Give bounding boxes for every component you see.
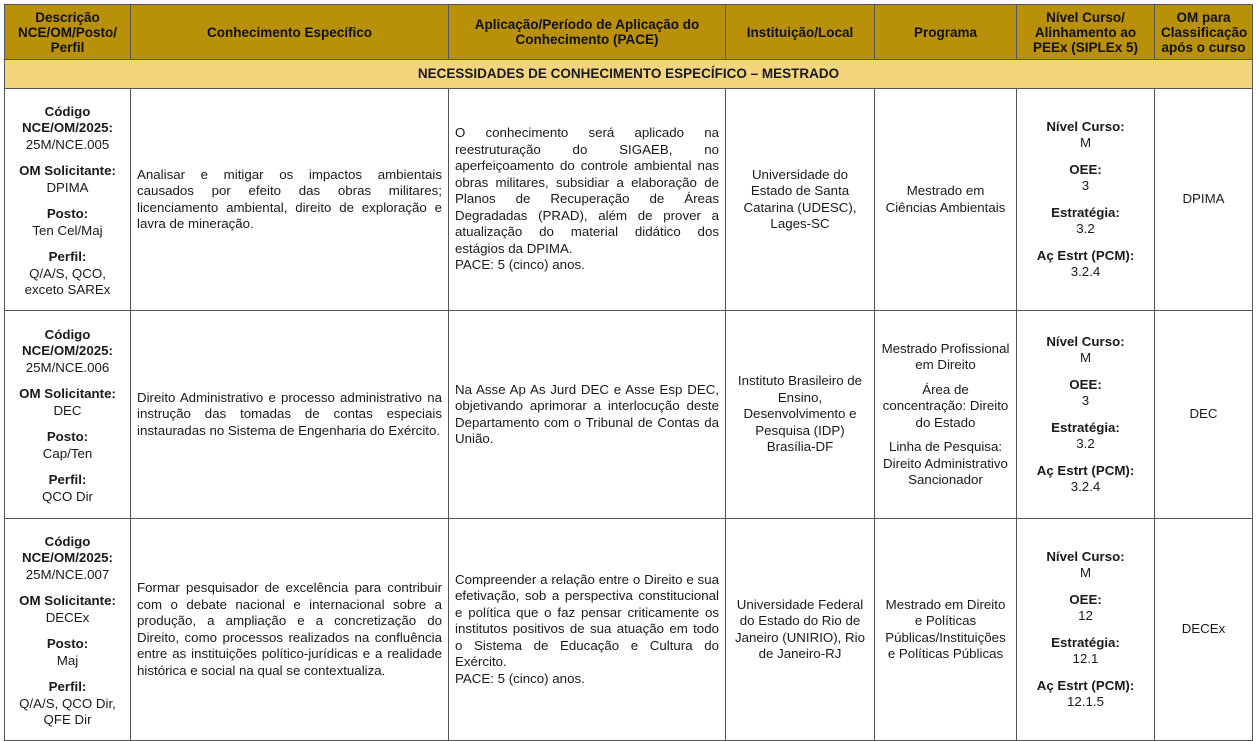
posto-label: Posto: (46, 206, 89, 221)
oee-label: OEE: (1069, 376, 1102, 392)
oee-value: 3 (1081, 393, 1090, 408)
nivel-curso-value: M (1079, 135, 1092, 150)
om-classificacao-cell: DECEx (1155, 519, 1253, 741)
table-row (5, 89, 1253, 311)
codigo-value: 25M/NCE.006 (25, 359, 110, 375)
estrategia-value: 3.2 (1076, 221, 1095, 236)
aplicacao-cell (449, 311, 726, 519)
programa-line: Linha de Pesquisa: Direito Administrativo Sancionador (883, 439, 1008, 487)
programa-line: Mestrado Profissional em Direito (881, 340, 1010, 372)
table-row (5, 519, 1253, 741)
header-om-classificacao: OM para Classificação após o curso (1155, 5, 1253, 60)
posto-label: Posto: (46, 429, 89, 445)
estrategia-label: Estratégia: (1051, 204, 1120, 220)
header-aplicacao: Aplicação/Período de Aplicação do Conhecimento (PACE) (449, 5, 726, 60)
oee-label: OEE: (1069, 591, 1102, 607)
header-row (5, 5, 1253, 60)
nivel-curso-label: Nível Curso: (1046, 548, 1125, 564)
descricao-cell (5, 519, 131, 741)
nivel-curso-label: Nível Curso: (1046, 118, 1125, 134)
aplicacao-cell (449, 519, 726, 741)
header-conhecimento: Conhecimento Específico (131, 5, 449, 60)
nce-table (4, 4, 1253, 741)
ac-estrt-value: 12.1.5 (1067, 694, 1104, 709)
ac-estrt-value: 3.2.4 (1070, 264, 1101, 279)
header-descricao: Descrição NCE/OM/Posto/ Perfil (5, 5, 131, 60)
nivel-curso-value: M (1079, 350, 1092, 365)
perfil-value: Q/A/S, QCO, exceto SAREx (24, 265, 111, 297)
estrategia-value: 12.1 (1072, 651, 1099, 666)
posto-value: Maj (56, 652, 79, 668)
descricao-cell (5, 311, 131, 519)
om-solicitante-value: DEC (53, 402, 82, 418)
oee-value: 12 (1078, 608, 1093, 623)
header-programa: Programa (875, 5, 1017, 60)
perfil-value: Q/A/S, QCO Dir, QFE Dir (19, 695, 116, 727)
nivel-curso-value: M (1079, 565, 1092, 580)
estrategia-label: Estratégia: (1051, 419, 1120, 435)
aplicacao-text: Na Asse Ap As Jurd DEC e Asse Esp DEC, objetivando aprimorar a interlocução deste Departamento com o Tribunal de Contas da União. (455, 381, 719, 446)
oee-label: OEE: (1069, 161, 1102, 177)
instituicao-cell: Universidade do Estado de Santa Catarina (UDESC), Lages-SC (726, 89, 875, 311)
om-classificacao-cell: DEC (1155, 311, 1253, 519)
codigo-label: Código NCE/OM/2025: (22, 103, 113, 135)
pace-text: PACE: 5 (cinco) anos. (455, 257, 585, 273)
nivel-curso-cell (1017, 311, 1155, 519)
codigo-value: 25M/NCE.005 (25, 136, 110, 152)
header-nivel-curso: Nível Curso/ Alinhamento ao PEEx (SIPLEx 5) (1017, 5, 1155, 60)
programa-cell (875, 311, 1017, 519)
instituicao-cell: Universidade Federal do Estado do Rio de Janeiro (UNIRIO), Rio de Janeiro-RJ (726, 519, 875, 741)
section-row (5, 60, 1253, 89)
ac-estrt-value: 3.2.4 (1070, 479, 1101, 494)
perfil-value: QCO Dir (42, 488, 93, 504)
perfil-label: Perfil: (48, 249, 87, 264)
programa-line: Área de concentração: Direito do Estado (882, 381, 1009, 430)
codigo-label: Código NCE/OM/2025: (22, 533, 113, 565)
programa-cell (875, 89, 1017, 311)
ac-estrt-label: Aç Estrt (PCM): (1036, 462, 1135, 478)
section-title: NECESSIDADES DE CONHECIMENTO ESPECÍFICO – MESTRADO (5, 60, 1253, 89)
nivel-curso-label: Nível Curso: (1046, 333, 1125, 349)
om-solicitante-label: OM Solicitante: (19, 593, 116, 608)
posto-label: Posto: (46, 636, 89, 651)
om-solicitante-label: OM Solicitante: (19, 163, 116, 178)
aplicacao-cell (449, 89, 726, 311)
estrategia-label: Estratégia: (1051, 634, 1120, 650)
estrategia-value: 3.2 (1076, 436, 1095, 451)
aplicacao-text: O conhecimento será aplicado na reestruturação do SIGAEB, no aperfeiçoamento do controle ambiental nas obras militares, subsidiar a elaboração de Planos de Recuperação de Áreas Degradadas (PRAD), além de prover a atualização do material didático dos estágios da DPIMA. (455, 125, 719, 256)
pace-text: PACE: 5 (cinco) anos. (455, 670, 585, 686)
programa-line: Mestrado em Direito e Políticas Públicas/Instituições e Políticas Públicas (885, 596, 1006, 661)
conhecimento-cell: Analisar e mitigar os impactos ambientais causados por efeito das obras militares; licenciamento ambiental, direito de exploração e lavra de mineração. (131, 89, 449, 311)
om-classificacao-cell: DPIMA (1155, 89, 1253, 311)
oee-value: 3 (1081, 178, 1090, 193)
conhecimento-cell: Direito Administrativo e processo administrativo na instrução das tomadas de contas especiais instauradas no Sistema de Engenharia do Exército. (131, 311, 449, 519)
nivel-curso-cell (1017, 519, 1155, 741)
conhecimento-cell: Formar pesquisador de excelência para contribuir com o debate nacional e internacional sobre a produção, a ampliação e a concretização do Direito, como processos realizados na confluência entre as instituições político-jurídicas e a realidade histórica e social na qual se contextualiza. (131, 519, 449, 741)
posto-value: Cap/Ten (42, 445, 93, 461)
ac-estrt-label: Aç Estrt (PCM): (1036, 247, 1135, 263)
programa-line: Mestrado em Ciências Ambientais (885, 183, 1006, 215)
om-solicitante-label: OM Solicitante: (19, 386, 116, 402)
nivel-curso-cell (1017, 89, 1155, 311)
posto-value: Ten Cel/Maj (32, 222, 103, 238)
aplicacao-text: Compreender a relação entre o Direito e sua efetivação, sob a perspectiva constitucional e política que o faz pensar criticamente os institutos positivos de sua atuação em todo o Sistema de Educação e Cultura do Exército. (455, 571, 719, 670)
programa-cell (875, 519, 1017, 741)
om-solicitante-value: DPIMA (46, 179, 89, 195)
perfil-label: Perfil: (48, 679, 87, 694)
codigo-value: 25M/NCE.007 (25, 566, 110, 582)
descricao-cell (5, 89, 131, 311)
table-row (5, 311, 1253, 519)
perfil-label: Perfil: (48, 472, 87, 488)
header-instituicao: Instituição/Local (726, 5, 875, 60)
codigo-label: Código NCE/OM/2025: (22, 326, 113, 359)
instituicao-cell: Instituto Brasileiro de Ensino, Desenvolvimento e Pesquisa (IDP) Brasília-DF (726, 311, 875, 519)
om-solicitante-value: DECEx (45, 609, 90, 625)
ac-estrt-label: Aç Estrt (PCM): (1036, 677, 1135, 693)
